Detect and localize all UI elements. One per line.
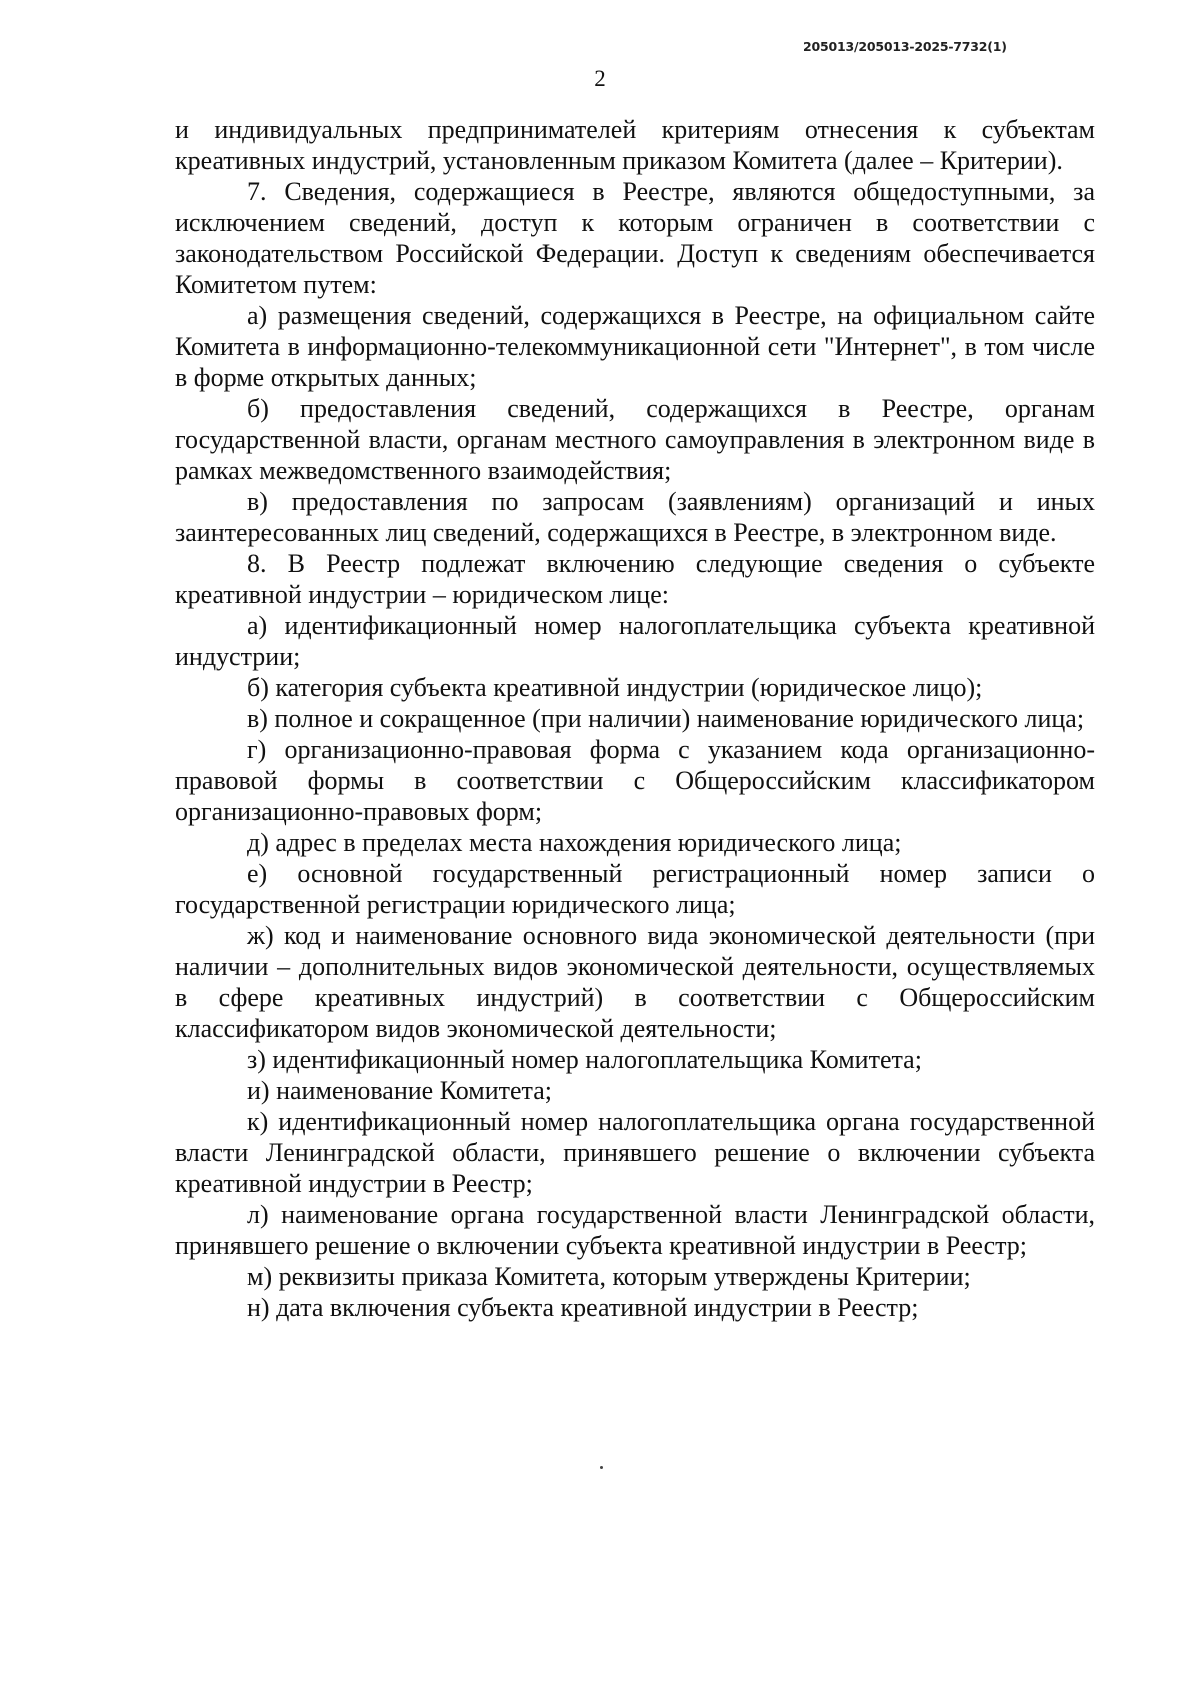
- paragraph-8i: и) наименование Комитета;: [247, 1076, 552, 1105]
- paragraph-7b: б) предоставления сведений, содержащихся в Реестре, органам государственной власти, органам местного самоуправления в электронном виде в рамках межведомственного взаимодействия;: [175, 394, 1095, 485]
- document-body: [175, 114, 1095, 1323]
- paragraph-continuation: и индивидуальных предпринимателей критериям отнесения к субъектам креативных индустрий, установленным приказом Комитета (далее – Критерии).: [175, 115, 1095, 175]
- paragraph-item-7: 7. Сведения, содержащиеся в Реестре, являются общедоступными, за исключением сведений, доступ к которым ограничен в соответствии с законодательством Российской Федерации. Доступ к сведениям обеспечивается Комитетом путем:: [175, 177, 1095, 299]
- paragraph-8b: б) категория субъекта креативной индустрии (юридическое лицо);: [247, 673, 983, 702]
- paragraph-8n: н) дата включения субъекта креативной индустрии в Реестр;: [247, 1293, 919, 1322]
- paragraph-8d: г) организационно-правовая форма с указанием кода организационно-правовой формы в соответствии с Общероссийским классификатором организационно-правовых форм;: [175, 735, 1095, 826]
- scan-speck: [600, 1466, 603, 1469]
- paragraph-8f: е) основной государственный регистрационный номер записи о государственной регистрации юридического лица;: [175, 859, 1095, 919]
- paragraph-8c: в) полное и сокращенное (при наличии) наименование юридического лица;: [247, 704, 1085, 733]
- paragraph-8e: д) адрес в пределах места нахождения юридического лица;: [247, 828, 902, 857]
- paragraph-7c: в) предоставления по запросам (заявлениям) организаций и иных заинтересованных лиц сведений, содержащихся в Реестре, в электронном виде.: [175, 487, 1095, 547]
- paragraph-7a: а) размещения сведений, содержащихся в Реестре, на официальном сайте Комитета в информационно-телекоммуникационной сети "Интернет", в том числе в форме открытых данных;: [175, 301, 1095, 392]
- paragraph-8m: м) реквизиты приказа Комитета, которым утверждены Критерии;: [247, 1262, 971, 1291]
- paragraph-8a: а) идентификационный номер налогоплательщика субъекта креативной индустрии;: [175, 611, 1095, 671]
- paragraph-8l: л) наименование органа государственной власти Ленинградской области, принявшего решение о включении субъекта креативной индустрии в Реестр;: [175, 1200, 1095, 1260]
- document-registration-number: 205013/205013-2025-7732(1): [803, 39, 1007, 54]
- paragraph-8k: к) идентификационный номер налогоплательщика органа государственной власти Ленинградской области, принявшего решение о включении субъекта креативной индустрии в Реестр;: [175, 1107, 1095, 1198]
- paragraph-8h: з) идентификационный номер налогоплательщика Комитета;: [247, 1045, 922, 1074]
- paragraph-8g: ж) код и наименование основного вида экономической деятельности (при наличии – дополнительных видов экономической деятельности, осуществляемых в сфере креативных индустрий) в соответствии с Общероссийским классификатором видов экономической деятельности;: [175, 921, 1095, 1043]
- paragraph-item-8: 8. В Реестр подлежат включению следующие сведения о субъекте креативной индустрии – юридическом лице:: [175, 549, 1095, 609]
- page-number: 2: [594, 66, 606, 91]
